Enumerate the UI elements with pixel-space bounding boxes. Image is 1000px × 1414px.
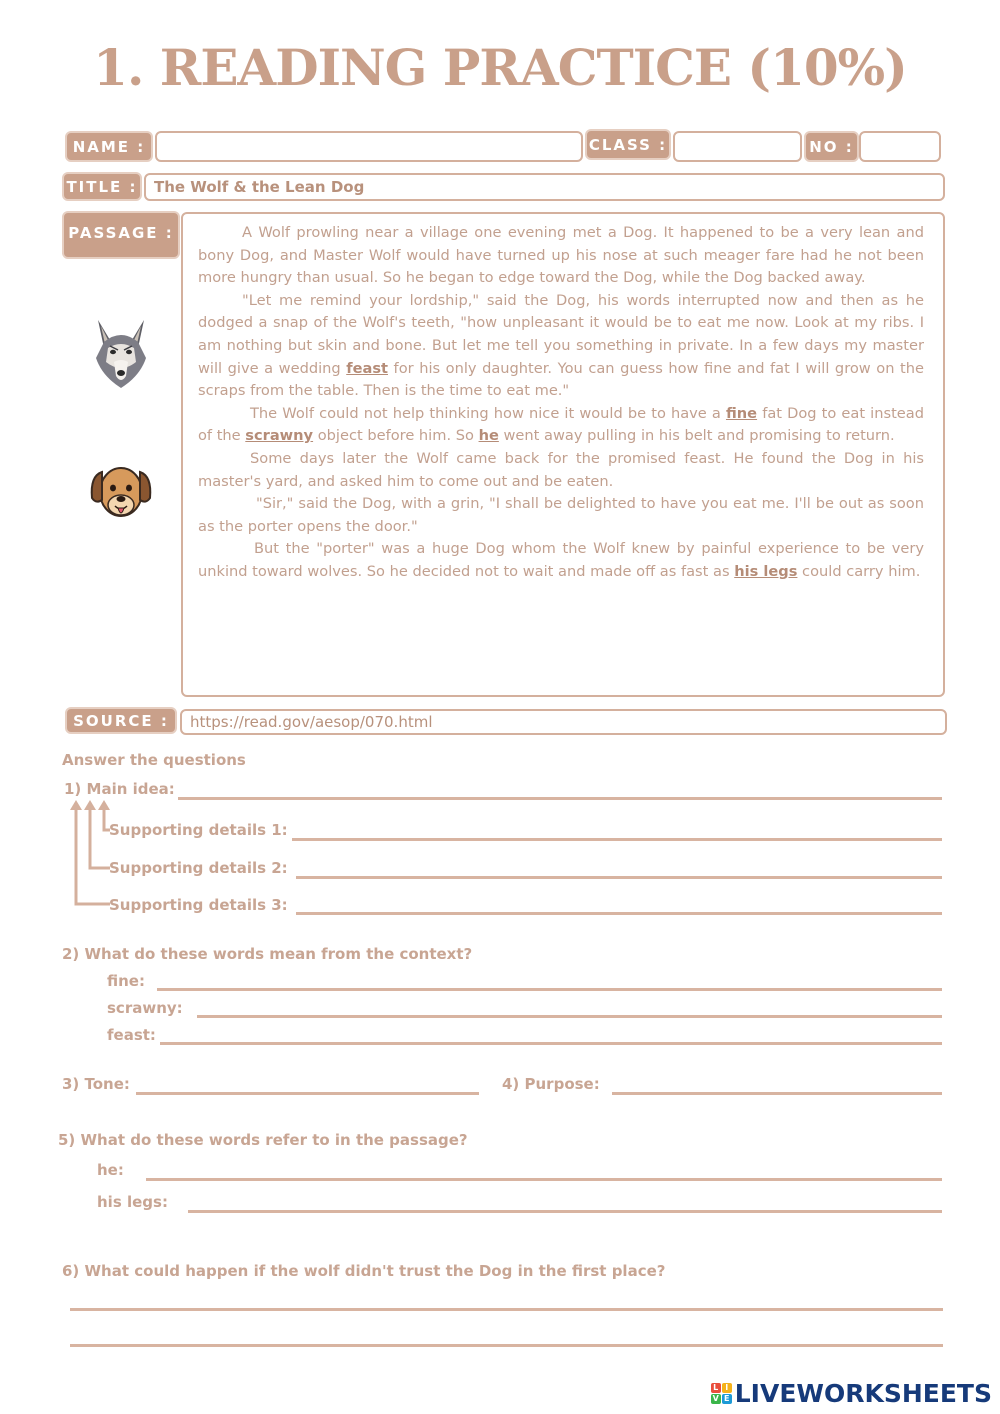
supporting-details-1: Supporting details 1:: [109, 821, 288, 839]
class-input[interactable]: [673, 131, 802, 162]
wolf-icon: [90, 318, 152, 392]
q2-feast-label: feast:: [107, 1026, 156, 1044]
q3-tone-line[interactable]: [136, 1092, 479, 1095]
passage-paragraph: The Wolf could not help thinking how nice it would be to have a fine fat Dog to eat instead of the scrawny object before him. So he went away pulling in his belt and promising to return.: [198, 404, 924, 445]
q6-answer-line-1[interactable]: [70, 1308, 943, 1311]
word-feast: feast: [346, 359, 388, 377]
q2-word-meanings: 2) What do these words mean from the context?: [62, 945, 473, 963]
supporting-details-1-line[interactable]: [292, 838, 942, 841]
word-scrawny: scrawny: [245, 427, 314, 445]
logo-letter: E: [722, 1394, 732, 1404]
logo-letter: V: [712, 1394, 719, 1403]
q4-purpose-line[interactable]: [612, 1092, 942, 1095]
questions-intro: Answer the questions: [62, 751, 246, 769]
q2-scrawny-label: scrawny:: [107, 999, 183, 1017]
supporting-details-3-line[interactable]: [296, 912, 942, 915]
brand-name: LIVEWORKSHEETS: [734, 1379, 992, 1408]
q6-answer-line-2[interactable]: [70, 1344, 943, 1347]
q5-he-label: he:: [97, 1161, 124, 1179]
source-label: SOURCE :: [65, 707, 177, 734]
word-he: he: [478, 427, 499, 445]
q3-tone: 3) Tone:: [62, 1075, 130, 1093]
passage-paragraph: A Wolf prowling near a village one evening met a Dog. It happened to be a very lean and bony Dog, and Master Wolf would have turned up his nose at such meager fare had he not been more hungry than usual. So he began to edge toward the Dog, while the Dog backed away.: [198, 224, 924, 287]
page-title: 1. READING PRACTICE (10%): [93, 38, 907, 97]
no-label: NO :: [804, 131, 859, 162]
class-label: CLASS :: [585, 129, 671, 160]
q2-feast-line[interactable]: [160, 1042, 942, 1045]
source-value: https://read.gov/aesop/070.html: [180, 709, 947, 735]
q2-scrawny-line[interactable]: [197, 1015, 942, 1018]
word-fine: fine: [725, 404, 758, 422]
supporting-details-3: Supporting details 3:: [109, 896, 288, 914]
name-label: NAME :: [65, 131, 153, 162]
passage-paragraph: "Let me remind your lordship," said the Dog, his words interrupted now and then as he dodged a snap of the Wolf's teeth, "how unpleasant it would be to eat me now. Look at my ribs. I am nothing but skin and bone. But let me tell you something in private. In a few days my master will give a wedding feast for his only daughter. You can guess how fine and fat I will grow on the scraps from the table. Then is the time to eat me.": [198, 291, 924, 400]
arrows-diagram: [66, 800, 112, 912]
q6-question: 6) What could happen if the wolf didn't trust the Dog in the first place?: [62, 1262, 666, 1280]
logo-letter: L: [711, 1383, 721, 1393]
title-value: The Wolf & the Lean Dog: [144, 173, 945, 201]
passage-paragraph: Some days later the Wolf came back for the promised feast. He found the Dog in his master's yard, and asked him to come out and be eaten.: [198, 449, 924, 490]
passage-paragraph: "Sir," said the Dog, with a grin, "I shall be delighted to have you eat me. I'll be out as soon as the porter opens the door.": [198, 495, 924, 535]
name-input[interactable]: [155, 131, 583, 162]
dog-icon: [88, 460, 154, 524]
q2-fine-line[interactable]: [157, 988, 942, 991]
supporting-details-2: Supporting details 2:: [109, 859, 288, 877]
passage-paragraph: But the "porter" was a huge Dog whom the Wolf knew by painful experience to be very unkind toward wolves. So he decided not to wait and made off as fast as his legs could carry him.: [198, 540, 924, 580]
q5-references: 5) What do these words refer to in the passage?: [58, 1131, 468, 1149]
no-input[interactable]: [859, 131, 941, 162]
word-his-legs: his legs: [734, 562, 798, 580]
q5-his-legs-line[interactable]: [188, 1210, 942, 1213]
logo-letter: I: [722, 1383, 732, 1393]
supporting-details-2-line[interactable]: [296, 876, 942, 879]
liveworksheets-logo: [711, 1379, 992, 1408]
passage-text: [198, 222, 924, 584]
main-idea-answer-line[interactable]: [178, 797, 942, 800]
passage-label: PASSAGE :: [62, 211, 180, 259]
q5-his-legs-label: his legs:: [97, 1193, 168, 1211]
q4-purpose: 4) Purpose:: [502, 1075, 600, 1093]
q2-fine-label: fine:: [107, 972, 145, 990]
q1-main-idea: 1) Main idea:: [64, 780, 175, 798]
title-label: TITLE :: [62, 172, 142, 201]
q5-he-line[interactable]: [146, 1178, 942, 1181]
logo-grid-icon: [711, 1383, 732, 1404]
